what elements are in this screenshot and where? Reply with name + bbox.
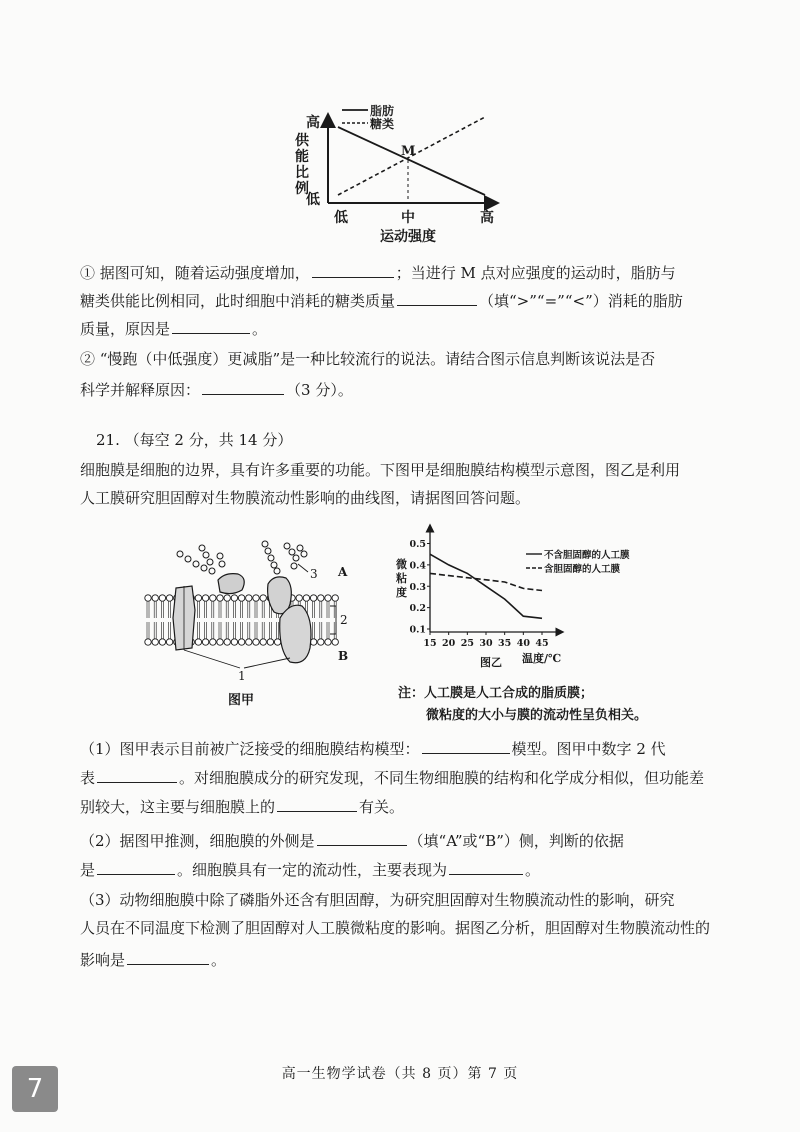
phospholipid-head bbox=[217, 595, 223, 601]
phospholipid-tail bbox=[205, 601, 207, 618]
y-tick-label: 0.1 bbox=[409, 624, 426, 636]
peripheral-protein bbox=[218, 574, 244, 594]
phospholipid-head bbox=[224, 595, 230, 601]
legend-sugar-label: 糖类 bbox=[370, 117, 395, 131]
q20-part2-line1: ② “慢跑（中低强度）更减脂”是一种比较流行的说法。请结合图示信息判断该说法是否 bbox=[80, 350, 656, 368]
phospholipid-head bbox=[231, 639, 237, 645]
viscosity-chart bbox=[390, 522, 650, 674]
phospholipid-tail bbox=[147, 601, 149, 618]
phospholipid-tail bbox=[161, 622, 163, 639]
fat-line bbox=[338, 127, 485, 195]
label-a: A bbox=[338, 565, 348, 579]
page-number-badge: 7 bbox=[12, 1066, 58, 1112]
phospholipid-head bbox=[310, 595, 316, 601]
phospholipid-head bbox=[246, 595, 252, 601]
x-tick-mid: 中 bbox=[401, 210, 415, 226]
q21-s3-line2: 人员在不同温度下检测了胆固醇对人工膜微粘度的影响。据图乙分析，胆固醇对生物膜流动性的 bbox=[80, 919, 711, 937]
phospholipid-tail bbox=[154, 601, 156, 618]
phospholipid-tail bbox=[269, 622, 271, 639]
phospholipid-tail bbox=[233, 622, 235, 639]
phospholipid-tail bbox=[327, 622, 329, 639]
q20-part1-line1: ① 据图可知，随着运动强度增加， ；当进行 M 点对应强度的运动时，脂肪与 bbox=[80, 264, 676, 282]
phospholipid-head bbox=[238, 595, 244, 601]
phospholipid-tail bbox=[255, 601, 257, 618]
phospholipid-tail bbox=[197, 622, 199, 639]
embedded-protein bbox=[280, 605, 311, 663]
glycocalyx-chains bbox=[177, 541, 307, 574]
phospholipid-tail bbox=[147, 622, 149, 639]
y-tick-label: 0.4 bbox=[409, 560, 426, 572]
q21-s3-line3: 影响是 。 bbox=[80, 951, 227, 969]
label-b: B bbox=[338, 649, 349, 663]
phospholipid-tail bbox=[226, 601, 228, 618]
q20-part1-line2: 糖类供能比例相同，此时细胞中消耗的糖类质量 （填“>”“=”“<”）消耗的脂肪 bbox=[80, 292, 683, 310]
x-ticks bbox=[423, 632, 548, 649]
phospholipid-tail bbox=[169, 601, 171, 618]
m-point-label: M bbox=[401, 144, 416, 159]
answer-blank[interactable] bbox=[277, 796, 357, 812]
phospholipid-tail bbox=[255, 622, 257, 639]
phospholipid-head bbox=[318, 595, 324, 601]
note-line2: 微粘度的大小与膜的流动性呈负相关。 bbox=[426, 708, 648, 723]
phospholipid-head bbox=[253, 639, 259, 645]
answer-blank[interactable] bbox=[202, 379, 284, 395]
phospholipid-tail bbox=[212, 622, 214, 639]
phospholipid-tail bbox=[248, 622, 250, 639]
q21-s1-line2: 表 。对细胞膜成分的研究发现，不同生物细胞膜的结构和化学成分相似，但功能差 bbox=[80, 769, 705, 787]
y-tick-label: 0.3 bbox=[409, 581, 426, 593]
phospholipid-head bbox=[332, 595, 338, 601]
phospholipid-tail bbox=[241, 622, 243, 639]
x-tick-label: 40 bbox=[516, 638, 530, 649]
phospholipid-head bbox=[260, 595, 266, 601]
phospholipid-tail bbox=[219, 601, 221, 618]
label-1: 1 bbox=[238, 669, 246, 683]
phospholipid-head bbox=[274, 639, 280, 645]
phospholipid-tail bbox=[313, 601, 315, 618]
phospholipid-tail bbox=[262, 601, 264, 618]
phospholipid-tail bbox=[320, 622, 322, 639]
phospholipid-tail bbox=[320, 601, 322, 618]
phospholipid-head bbox=[325, 639, 331, 645]
energy-supply-chart bbox=[280, 100, 520, 245]
phospholipid-head bbox=[260, 639, 266, 645]
q21-intro-line1: 细胞膜是细胞的边界，具有许多重要的功能。下图甲是细胞膜结构模型示意图，图乙是利用 bbox=[80, 461, 681, 479]
y-label-char-4: 例 bbox=[295, 181, 309, 197]
y-label-char-2: 能 bbox=[295, 149, 309, 165]
answer-blank[interactable] bbox=[172, 318, 250, 334]
series-no-cholesterol-line bbox=[430, 554, 542, 618]
phospholipid-head bbox=[202, 639, 208, 645]
y-label-char-1: 供 bbox=[295, 133, 309, 149]
phospholipid-head bbox=[267, 639, 273, 645]
phospholipid-tail bbox=[205, 622, 207, 639]
phospholipid-head bbox=[152, 639, 158, 645]
phospholipid-tail bbox=[248, 601, 250, 618]
q21-heading: 21. （每空 2 分，共 14 分） bbox=[96, 431, 293, 449]
label-3: 3 bbox=[310, 567, 318, 581]
answer-blank[interactable] bbox=[397, 290, 477, 306]
phospholipid-head bbox=[224, 639, 230, 645]
y-high-label: 高 bbox=[306, 115, 320, 131]
phospholipid-tail bbox=[277, 622, 279, 639]
x-axis-label: 温度/℃ bbox=[522, 652, 562, 665]
phospholipid-head bbox=[332, 639, 338, 645]
phospholipid-head bbox=[210, 639, 216, 645]
q21-s2-line2: 是 。细胞膜具有一定的流动性，主要表现为 。 bbox=[80, 861, 541, 879]
phospholipid-head bbox=[217, 639, 223, 645]
legend-fat-label: 脂肪 bbox=[370, 104, 395, 118]
legend-label-cholesterol: 含胆固醇的人工膜 bbox=[544, 564, 621, 575]
x-tick-label: 45 bbox=[535, 638, 549, 649]
x-tick-label: 30 bbox=[479, 638, 493, 649]
phospholipid-head bbox=[296, 595, 302, 601]
phospholipid-tail bbox=[241, 601, 243, 618]
phospholipid-head bbox=[145, 595, 151, 601]
q20-part2-line2: 科学并解释原因： （3 分）。 bbox=[80, 381, 353, 399]
y-label-char-3: 比 bbox=[295, 165, 309, 181]
phospholipid-head bbox=[145, 639, 151, 645]
phospholipid-head bbox=[246, 639, 252, 645]
x-tick-label: 20 bbox=[442, 638, 456, 649]
x-tick-label: 15 bbox=[423, 638, 437, 649]
phospholipid-head bbox=[195, 639, 201, 645]
answer-blank[interactable] bbox=[127, 949, 209, 965]
q20-part1-line3: 质量，原因是 。 bbox=[80, 320, 268, 338]
phospholipid-tail bbox=[154, 622, 156, 639]
answer-blank[interactable] bbox=[97, 767, 177, 783]
phospholipid-tail bbox=[327, 601, 329, 618]
x-tick-high: 高 bbox=[480, 210, 494, 226]
y-ticks bbox=[409, 539, 430, 636]
series-cholesterol-line bbox=[430, 573, 542, 590]
answer-blank[interactable] bbox=[97, 859, 175, 875]
membrane-model-figure bbox=[140, 540, 370, 715]
page-footer: 高一生物学试卷（共 8 页）第 7 页 bbox=[281, 1066, 519, 1082]
phospholipid-head bbox=[253, 595, 259, 601]
phospholipid-tail bbox=[233, 601, 235, 618]
x-tick-low: 低 bbox=[334, 210, 348, 226]
note-line1: 注：人工膜是人工合成的脂质膜； bbox=[398, 686, 594, 701]
x-tick-label: 35 bbox=[498, 638, 512, 649]
phospholipid-head bbox=[318, 639, 324, 645]
y-label-char-1: 微 bbox=[396, 558, 407, 571]
y-low-label: 低 bbox=[306, 192, 320, 208]
y-tick-label: 0.5 bbox=[409, 539, 426, 550]
phospholipid-head bbox=[231, 595, 237, 601]
legend-label-no-cholesterol: 不含胆固醇的人工膜 bbox=[544, 550, 630, 561]
phospholipid-head bbox=[210, 595, 216, 601]
phospholipid-tail bbox=[226, 622, 228, 639]
x-tick-label: 25 bbox=[460, 638, 474, 649]
x-axis-label: 运动强度 bbox=[380, 229, 436, 245]
phospholipid-head bbox=[152, 595, 158, 601]
answer-blank[interactable] bbox=[312, 262, 394, 278]
phospholipid-tail bbox=[161, 601, 163, 618]
answer-blank[interactable] bbox=[317, 830, 407, 846]
y-label-char-2: 粘 bbox=[396, 572, 407, 585]
phospholipid-head bbox=[202, 595, 208, 601]
phospholipid-tail bbox=[219, 622, 221, 639]
phospholipid-head bbox=[166, 639, 172, 645]
q21-s1-line1: （1）图甲表示目前被广泛接受的细胞膜结构模型： 模型。图甲中数字 2 代 bbox=[80, 740, 666, 758]
q21-s3-line1: （3）动物细胞膜中除了磷脂外还含有胆固醇，为研究胆固醇对生物膜流动性的影响，研究 bbox=[80, 891, 675, 909]
phospholipid-head bbox=[195, 595, 201, 601]
q21-s2-line1: （2）据图甲推测，细胞膜的外侧是 （填“A”或“B”）侧，判断的依据 bbox=[80, 832, 624, 850]
phospholipid-head bbox=[325, 595, 331, 601]
q21-s1-line3: 别较大，这主要与细胞膜上的 有关。 bbox=[80, 798, 405, 816]
phospholipid-head bbox=[159, 595, 165, 601]
label-2: 2 bbox=[340, 613, 348, 627]
phospholipid-head bbox=[238, 639, 244, 645]
q21-intro-line2: 人工膜研究胆固醇对生物膜流动性影响的曲线图，请据图回答问题。 bbox=[80, 489, 531, 507]
y-label-char-3: 度 bbox=[396, 586, 407, 599]
fig-yi-caption: 图乙 bbox=[480, 656, 502, 669]
phospholipid-tail bbox=[197, 601, 199, 618]
phospholipid-tail bbox=[313, 622, 315, 639]
phospholipid-head bbox=[303, 595, 309, 601]
answer-blank[interactable] bbox=[449, 859, 523, 875]
phospholipid-head bbox=[166, 595, 172, 601]
phospholipid-tail bbox=[212, 601, 214, 618]
y-tick-label: 0.2 bbox=[409, 603, 426, 615]
phospholipid-tail bbox=[262, 622, 264, 639]
fig-jia-caption: 图甲 bbox=[228, 693, 255, 708]
answer-blank[interactable] bbox=[422, 738, 510, 754]
phospholipid-tail bbox=[169, 622, 171, 639]
phospholipid-head bbox=[159, 639, 165, 645]
